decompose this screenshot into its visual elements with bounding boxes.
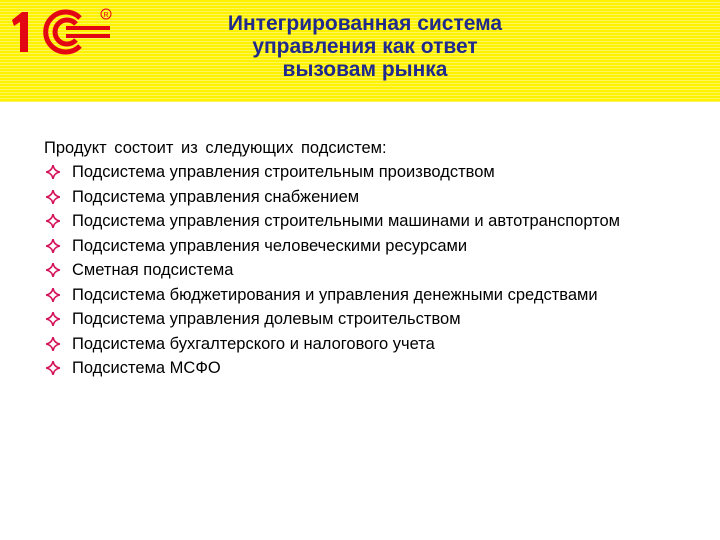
list-item <box>44 210 684 232</box>
list-item <box>44 186 684 208</box>
list-item-label: Подсистема управления строительными машинами и автотранспортом <box>72 212 621 230</box>
svg-text:R: R <box>103 12 109 19</box>
intro-text: Продукт состоит из следующих подсистем: <box>44 139 387 157</box>
1c-logo <box>6 6 114 58</box>
diamond-star-icon <box>46 263 60 277</box>
list-item <box>44 259 684 281</box>
list-item-label: Сметная подсистема <box>72 261 234 279</box>
list-item-label: Подсистема управления снабжением <box>72 187 360 206</box>
list-item-label: Подсистема управления человеческими ресурсами <box>72 236 468 255</box>
title-line: Интегрированная система <box>227 12 503 35</box>
diamond-star-icon <box>46 312 60 326</box>
list-item <box>44 235 684 257</box>
diamond-star-icon <box>46 337 60 351</box>
list-item <box>44 357 684 379</box>
title-line: управления как ответ <box>252 35 478 58</box>
list-item-label: Подсистема бухгалтерского и налогового учета <box>72 334 435 353</box>
diamond-star-icon <box>46 288 60 302</box>
diamond-star-icon <box>46 239 60 253</box>
header-banner <box>0 0 720 102</box>
slide-title <box>150 12 580 81</box>
diamond-star-icon <box>46 165 60 179</box>
list-item <box>44 161 684 183</box>
list-item-label: Подсистема бюджетирования и управления денежными средствами <box>72 285 598 304</box>
diamond-star-icon <box>46 361 60 375</box>
list-item <box>44 333 684 355</box>
content-body <box>44 137 684 382</box>
subsystem-list <box>44 161 684 379</box>
list-item-label: Подсистема управления долевым строительством <box>72 310 461 328</box>
diamond-star-icon <box>46 214 60 228</box>
title-line: вызовам рынка <box>282 58 448 81</box>
list-item <box>44 284 684 306</box>
list-item-label: Подсистема МСФО <box>72 359 221 377</box>
list-item <box>44 308 684 330</box>
diamond-star-icon <box>46 190 60 204</box>
list-item-label: Подсистема управления строительным производством <box>72 163 495 181</box>
